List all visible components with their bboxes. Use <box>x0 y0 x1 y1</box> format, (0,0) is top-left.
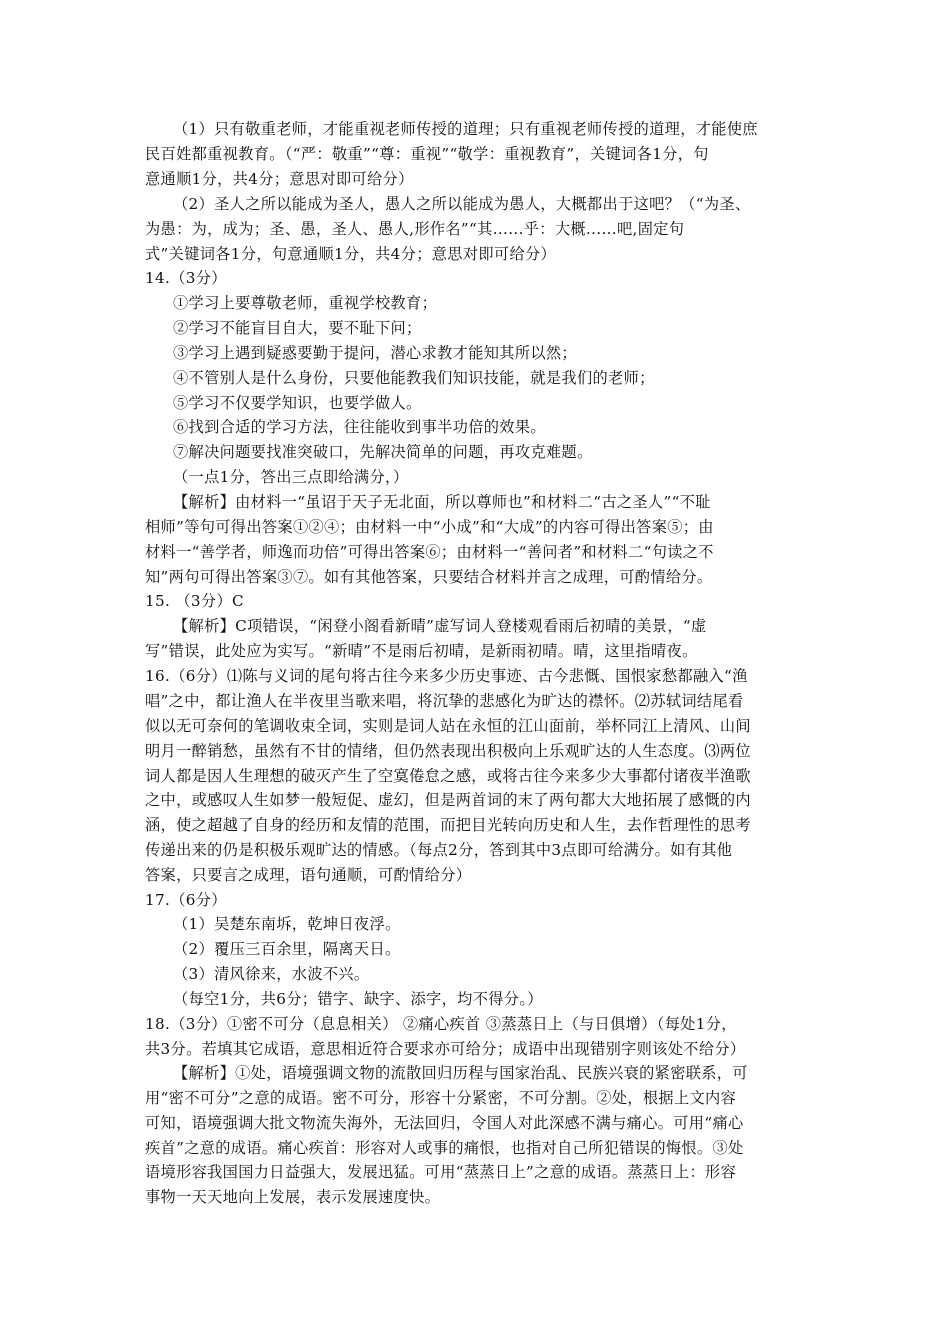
text-line: （2）圣人之所以能成为圣人，愚人之所以能成为愚人，大概都出于这吧？（“为圣、 <box>173 195 751 213</box>
text-line: 为愚：为，成为；圣、愚，圣人、愚人,形作名”“其......乎：大概......吧,固定句 <box>145 220 685 238</box>
text-line: （1）只有敬重老师，才能重视老师传授的道理；只有重视老师传授的道理，才能使庶 <box>173 120 758 138</box>
text-line: 民百姓都重视教育。（“严：敬重”“尊：重视”“敬学：重视教育”，关键词各1分，句 <box>145 145 709 163</box>
text-line: 疾首”之意的成语。痛心疾首：形容对人或事的痛恨，也指对自己所犯错误的悔恨。③处 <box>145 1139 744 1157</box>
text-line: 16.（6分）⑴陈与义词的尾句将古往今来多少历史事迹、古今悲慨、国恨家愁都融入“渔 <box>145 667 748 685</box>
text-line: 词人都是因人生理想的破灭产生了空寞倦怠之感，或将古往今来多少大事都付诸夜半渔歌 <box>145 767 751 785</box>
text-line: （3）清风徐来，水波不兴。 <box>173 965 370 983</box>
text-line: ①学习上要尊敬老师，重视学校教育； <box>173 294 438 312</box>
text-line: 事物一天天地向上发展，表示发展速度快。 <box>145 1188 441 1206</box>
text-line: 共3分。若填其它成语，意思相近符合要求亦可给分；成语中出现错别字则该处不给分） <box>145 1040 746 1058</box>
text-line: 意通顺1分，共4分；意思对即可给分） <box>145 170 414 188</box>
text-line: 式”关键词各1分，句意通顺1分，共4分；意思对即可给分） <box>145 245 557 263</box>
text-line: 涵，使之超越了自身的经历和友情的范围，而把目光转向历史和人生，去作哲理性的思考 <box>145 816 751 834</box>
text-line: 15. （3分）C <box>145 592 244 610</box>
text-line: 之中，或感叹人生如梦一般短促、虚幻，但是两首词的末了两句都大大地拓展了感慨的内 <box>145 791 751 809</box>
text-line: 唱”之中，都让渔人在半夜里当歌来唱，将沉挚的悲感化为旷达的襟怀。⑵苏轼词结尾看 <box>145 692 744 710</box>
text-line: （2）覆压三百余里，隔离天日。 <box>173 940 401 958</box>
text-line: 【解析】由材料一“虽诏于天子无北面，所以尊师也”和材料二“古之圣人”“不耻 <box>173 493 711 511</box>
text-line: ③学习上遇到疑惑要勤于提问，潜心求教才能知其所以然； <box>173 344 577 362</box>
text-line: 17.（6分） <box>145 891 227 909</box>
text-line: 材料一“善学者，师逸而功倍”可得出答案⑥；由材料一“善问者”和材料二“句读之不 <box>145 543 714 561</box>
text-line: 答案，只要言之成理，语句通顺，可酌情给分） <box>145 866 472 884</box>
text-line: ④不管别人是什么身份，只要他能教我们知识技能，就是我们的老师； <box>173 369 655 387</box>
text-line: （每空1分，共6分；错字、缺字、添字，均不得分。） <box>173 990 543 1008</box>
text-line: ⑤学习不仅要学知识，也要学做人。 <box>173 394 422 412</box>
text-line: ②学习不能盲目自大，要不耻下问； <box>173 319 422 337</box>
text-line: 写”错误，此处应为实写。“新晴”不是雨后初晴，是新雨初晴。晴，这里指晴夜。 <box>145 642 698 660</box>
text-line: 相师”等句可得出答案①②④；由材料一中“小成”和“大成”的内容可得出答案⑤；由 <box>145 518 714 536</box>
text-line: （一点1分，答出三点即给满分，） <box>173 468 409 486</box>
text-line: 明月一醉销愁，虽然有不甘的情绪，但仍然表现出积极向上乐观旷达的人生态度。⑶两位 <box>145 742 751 760</box>
text-line: 14.（3分） <box>145 269 227 287</box>
text-line: ⑦解决问题要找准突破口，先解决简单的问题，再攻克难题。 <box>173 443 593 461</box>
text-line: （1）吴楚东南坼，乾坤日夜浮。 <box>173 915 401 933</box>
text-line: 知”两句可得出答案③⑦。如有其他答案，只要结合材料并言之成理，可酌情给分。 <box>145 568 713 586</box>
text-line: 用“密不可分”之意的成语。密不可分，形容十分紧密，不可分割。②处，根据上文内容 <box>145 1089 737 1107</box>
text-line: 语境形容我国国力日益强大，发展迅猛。可用“蒸蒸日上”之意的成语。蒸蒸日上：形容 <box>145 1163 737 1181</box>
text-line: 似以无可奈何的笔调收束全词，实则是词人站在永恒的江山面前，举杯同江上清风、山间 <box>145 717 751 735</box>
text-line: ⑥找到合适的学习方法，往往能收到事半功倍的效果。 <box>173 418 546 436</box>
text-line: 18.（3分）①密不可分（息息相关） ②痛心疾首 ③蒸蒸日上（与日俱增）（每处1分， <box>145 1015 737 1033</box>
text-line: 可知，语境强调大批文物流失海外，无法回归，令国人对此深感不满与痛心。可用“痛心 <box>145 1114 744 1132</box>
text-line: 【解析】C项错误，“闲登小阁看新晴”虚写词人登楼观看雨后初晴的美景，“虚 <box>173 617 707 635</box>
text-line: 【解析】①处，语境强调文物的流散回归历程与国家治乱、民族兴衰的紧密联系，可 <box>173 1064 748 1082</box>
text-line: 传递出来的仍是积极乐观旷达的情感。（每点2分，答到其中3点即可给满分。如有其他 <box>145 841 733 859</box>
